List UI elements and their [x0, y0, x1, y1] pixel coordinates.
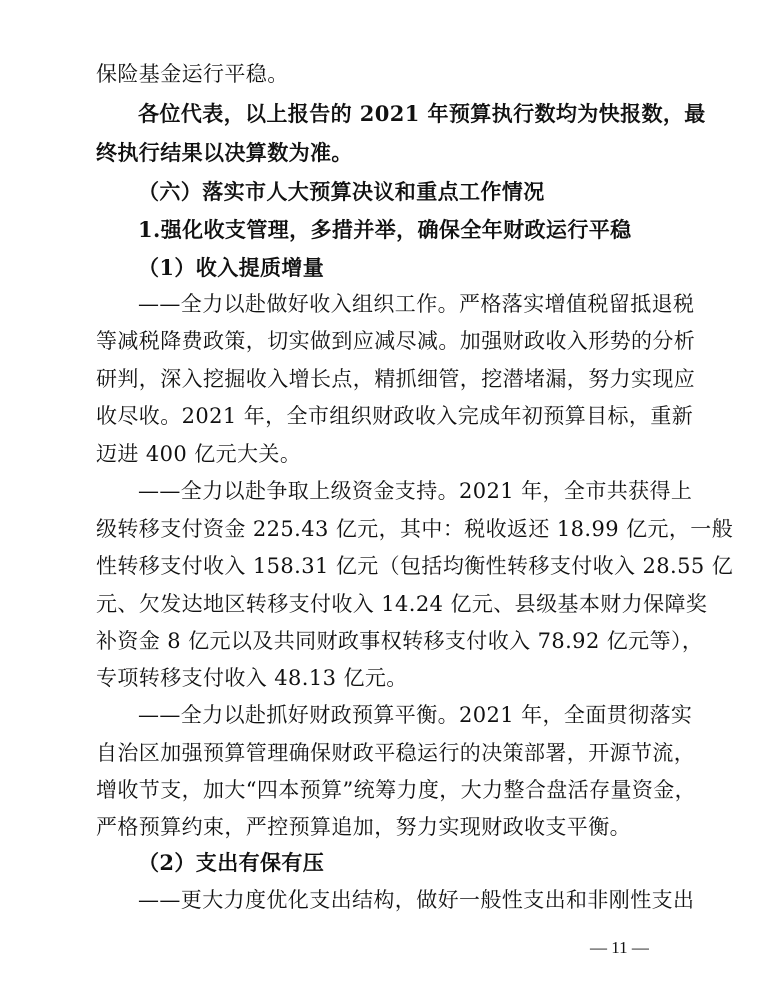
body-text-line: ——全力以赴抓好财政预算平衡。2021 年，全面贯彻落实 — [138, 703, 693, 727]
body-text-line: ——全力以赴做好收入组织工作。严格落实增值税留抵退税 — [138, 292, 695, 316]
body-text-line: 收尽收。2021 年，全市组织财政收入完成年初预算目标，重新 — [96, 404, 694, 428]
body-text-line: 级转移支付资金 225.43 亿元，其中：税收返还 18.99 亿元，一般 — [96, 517, 734, 541]
bold-paragraph-line: 各位代表，以上报告的 2021 年预算执行数均为快报数，最 — [138, 101, 706, 126]
page-number: — 11 — — [590, 938, 649, 957]
section-heading: （六）落实市人大预算决议和重点工作情况 — [138, 179, 545, 204]
body-text-line: 补资金 8 亿元以及共同财政事权转移支付收入 78.92 亿元等）， — [96, 629, 704, 653]
body-text-line: 自治区加强预算管理确保财政平稳运行的决策部署，开源节流， — [96, 741, 696, 765]
body-text-line: ——更大力度优化支出结构，做好一般性支出和非刚性支出 — [138, 888, 695, 912]
body-text-line: 性转移支付收入 158.31 亿元（包括均衡性转移支付收入 28.55 亿 — [96, 554, 734, 578]
body-text-line: 迈进 400 亿元大关。 — [96, 442, 302, 466]
body-text-line: 严格预算约束，严控预算追加，努力实现财政收支平衡。 — [96, 815, 631, 839]
body-text-line: 等减税降费政策，切实做到应减尽减。加强财政收入形势的分析 — [96, 329, 696, 353]
body-text-line: 保险基金运行平稳。 — [96, 62, 289, 86]
body-text-line: ——全力以赴争取上级资金支持。2021 年，全市共获得上 — [138, 479, 693, 503]
subsection-heading: 1.强化收支管理，多措并举，确保全年财政运行平稳 — [138, 217, 632, 242]
bold-paragraph-line: 终执行结果以决算数为准。 — [96, 140, 353, 165]
item-heading: （1）收入提质增量 — [138, 255, 325, 280]
body-text-line: 研判，深入挖掘收入增长点，精抓细管，挖潜堵漏，努力实现应 — [96, 367, 696, 391]
body-text-line: 专项转移支付收入 48.13 亿元。 — [96, 666, 408, 690]
item-heading: （2）支出有保有压 — [138, 850, 325, 875]
body-text-line: 元、欠发达地区转移支付收入 14.24 亿元、县级基本财力保障奖 — [96, 592, 708, 616]
body-text-line: 增收节支，加大“四本预算”统筹力度，大力整合盘活存量资金， — [96, 778, 697, 802]
